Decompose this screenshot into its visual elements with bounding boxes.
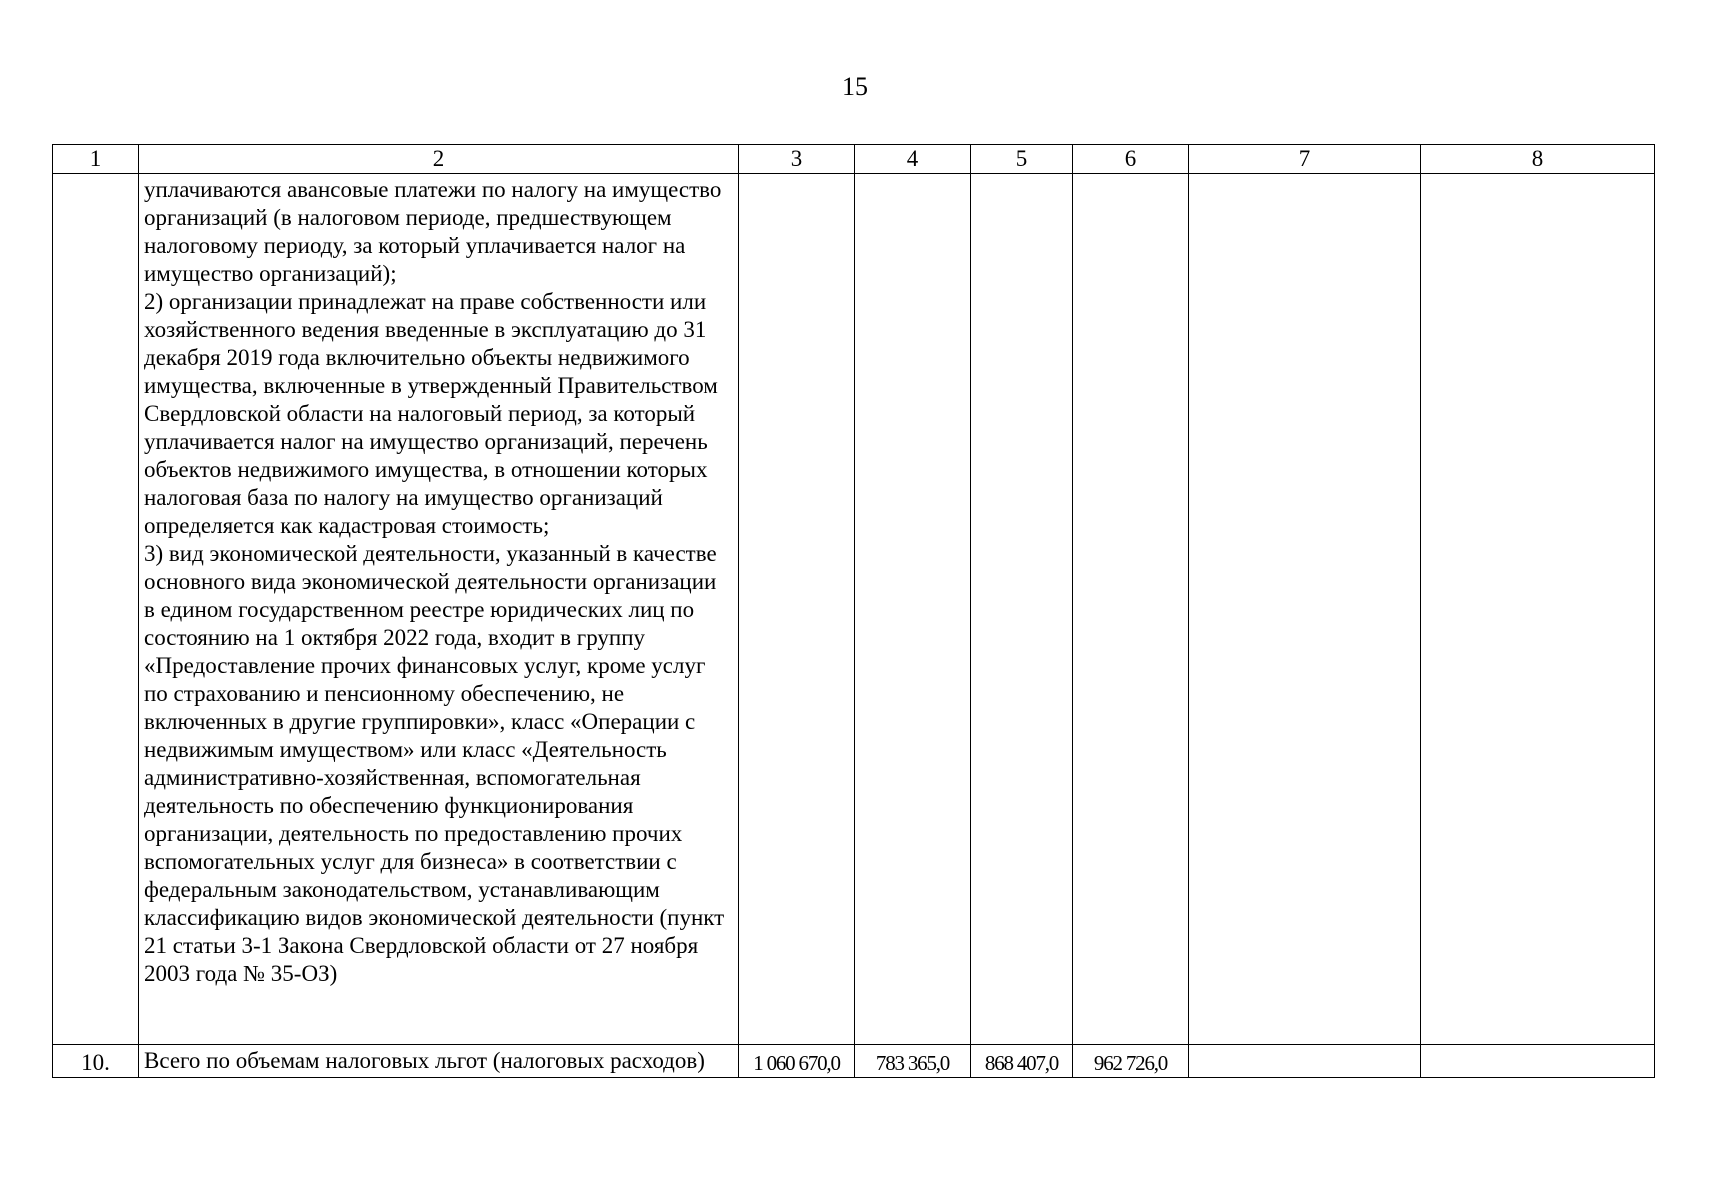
value-cell bbox=[1189, 1045, 1421, 1078]
column-header: 8 bbox=[1421, 145, 1655, 174]
column-header: 2 bbox=[139, 145, 739, 174]
page-number: 15 bbox=[842, 72, 868, 101]
value-cell: 868 407,0 bbox=[971, 1045, 1073, 1078]
column-header: 4 bbox=[855, 145, 971, 174]
table-header-row bbox=[53, 145, 1655, 174]
value-cell bbox=[855, 174, 971, 1045]
row-description bbox=[139, 174, 739, 1045]
value-cell: 1 060 670,0 bbox=[739, 1045, 855, 1078]
condition-paragraph: 2) организации принадлежат на праве собственности или хозяйственного ведения введенные в эксплуатацию до 31 декабря 2019 года включительно объекты недвижимого имущества, включенные в утвержденный Правительством Свердловской области на налоговый период, за который уплачивается налог на имущество организаций, перечень объектов недвижимого имущества, в отношении которых налоговая база по налогу на имущество организаций определяется как кадастровая стоимость; bbox=[144, 289, 718, 538]
column-header: 3 bbox=[739, 145, 855, 174]
tax-benefits-table bbox=[52, 144, 1655, 1078]
value-cell bbox=[1189, 174, 1421, 1045]
value-cell: 783 365,0 bbox=[855, 1045, 971, 1078]
column-header: 1 bbox=[53, 145, 139, 174]
condition-paragraph: уплачиваются авансовые платежи по налогу на имущество организаций (в налоговом периоде, предшествующем налоговому периоду, за который уплачивается налог на имущество организаций); bbox=[144, 177, 722, 286]
value-cell bbox=[739, 174, 855, 1045]
table-row-total bbox=[53, 1045, 1655, 1078]
row-number: 10. bbox=[53, 1045, 139, 1078]
value-cell bbox=[971, 174, 1073, 1045]
column-header: 5 bbox=[971, 145, 1073, 174]
row-description: Всего по объемам налоговых льгот (налоговых расходов) bbox=[139, 1045, 739, 1078]
row-number bbox=[53, 174, 139, 1045]
column-header: 6 bbox=[1073, 145, 1189, 174]
value-cell bbox=[1421, 174, 1655, 1045]
value-cell bbox=[1421, 1045, 1655, 1078]
table-row bbox=[53, 174, 1655, 1045]
value-cell: 962 726,0 bbox=[1073, 1045, 1189, 1078]
column-header: 7 bbox=[1189, 145, 1421, 174]
value-cell bbox=[1073, 174, 1189, 1045]
condition-paragraph: 3) вид экономической деятельности, указанный в качестве основного вида экономической деятельности организации в едином государственном реестре юридических лиц по состоянию на 1 октября 2022 года, входит в группу «Предоставление прочих финансовых услуг, кроме услуг по страхованию и пенсионному обеспечению, не включенных в другие группировки», класс «Операции с недвижимым имуществом» или класс «Деятельность административно-хозяйственная, вспомогательная деятельность по обеспечению функционирования организации, деятельность по предоставлению прочих вспомогательных услуг для бизнеса» в соответствии с федеральным законодательством, устанавливающим классификацию видов экономической деятельности (пункт 21 статьи 3-1 Закона Свердловской области от 27 ноября 2003 года № 35-ОЗ) bbox=[144, 541, 725, 986]
